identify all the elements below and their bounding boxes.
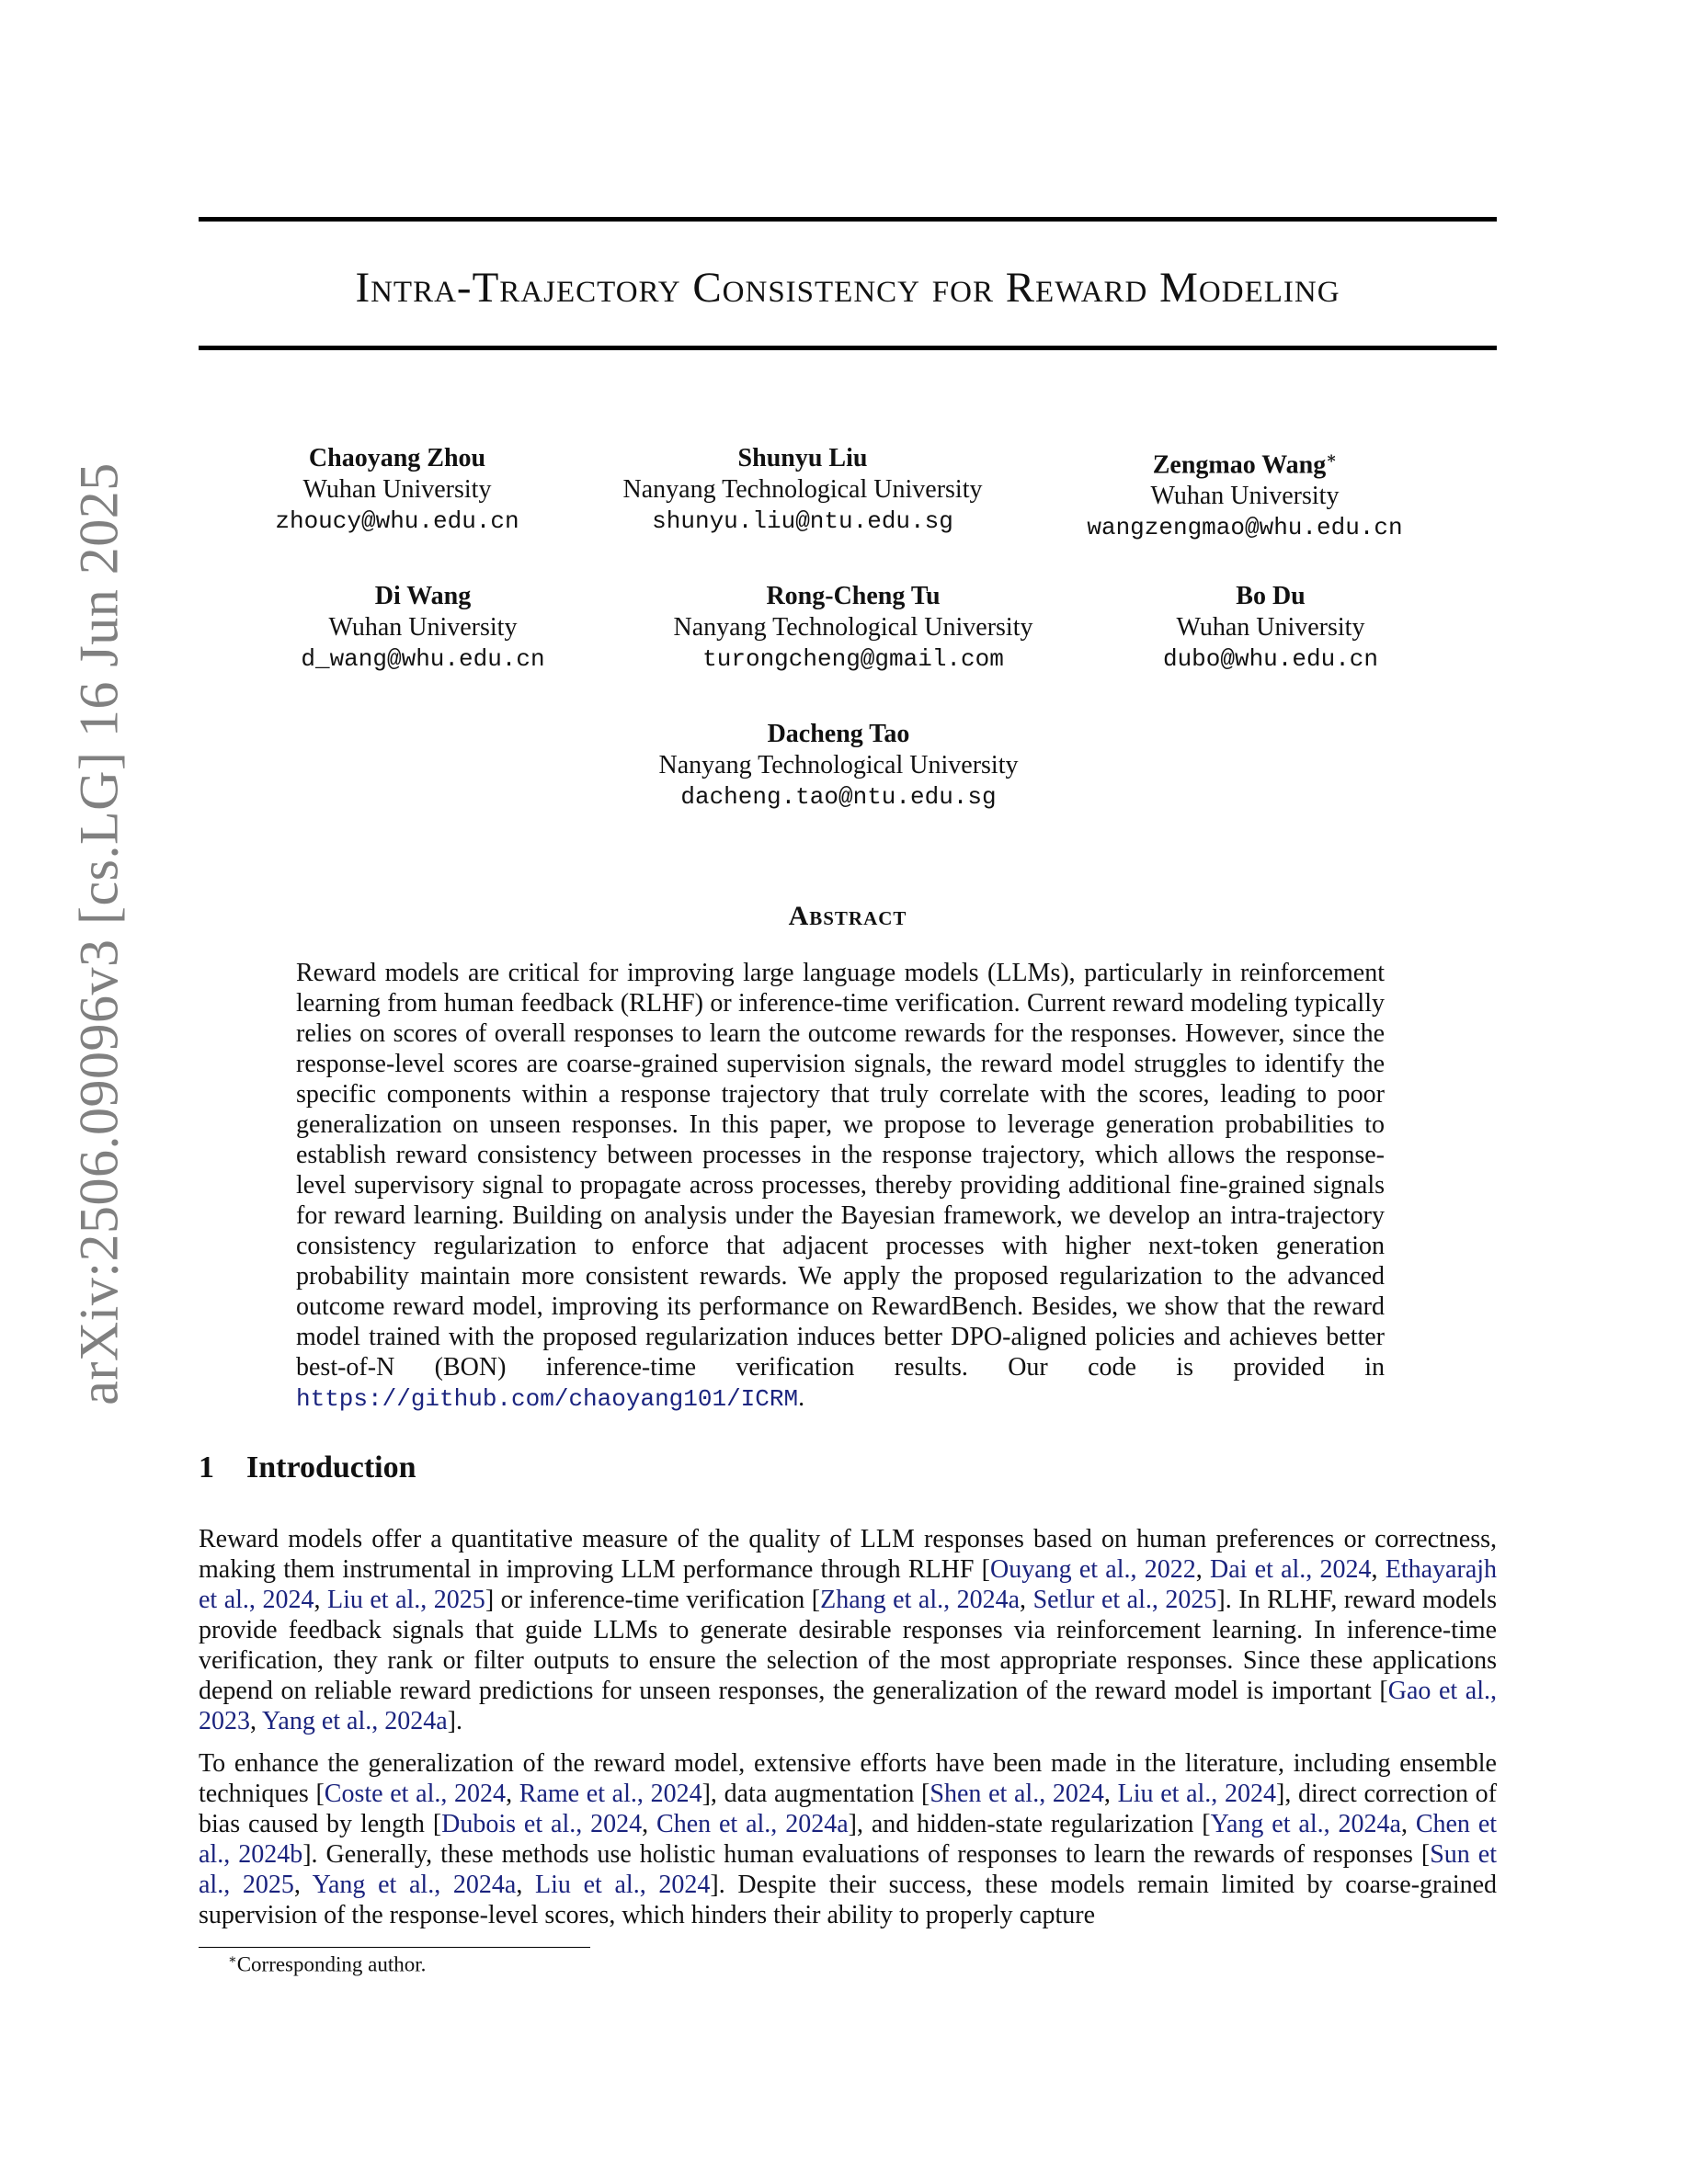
citation-link[interactable]: Dubois et al., 2024 xyxy=(441,1810,643,1838)
intro-text: ], direct correction of bias caused by length [ xyxy=(199,1780,1497,1838)
abstract-body xyxy=(296,958,1385,1415)
intro-text: ]. xyxy=(447,1707,462,1735)
citation-link[interactable]: Gao et al., 2023 xyxy=(199,1677,1497,1735)
author-block xyxy=(564,443,1042,537)
intro-paragraph-1: Reward models offer a quantitative measure of the quality of LLM responses based on human preferences or correctness, making them instrumental in improving LLM performance through RLHF [Ouyang et al., 2022, Dai et al., 2024, Ethayarajh et al., 2024, Liu et al., 2025] or inference-time verification [Zhang et al., 2024a, Setlur et al., 2025]. In RLHF, reward models provide feedback signals that guide LLMs to generate desirable responses via reinforcement learning. In inference-time verification, they rank or filter outputs to ensure the selection of the most appropriate responses. Since these applications depend on reliable reward predictions for unseen responses, the generalization of the reward model is important [Gao et al., 2023, Yang et al., 2024a]. xyxy=(199,1525,1498,1735)
author-affiliation: Nanyang Technological University xyxy=(622,475,983,504)
citation-link[interactable]: Liu et al., 2025 xyxy=(326,1586,485,1614)
author-affiliation: Wuhan University xyxy=(1150,482,1340,511)
section-heading xyxy=(199,1450,416,1485)
code-link[interactable]: https://github.com/chaoyang101/ICRM xyxy=(296,1385,799,1413)
abstract-text: Reward models are critical for improving large language models (LLMs), particularly in reinforcement learning from human feedback (RLHF) or inference-time verification. Current reward modeling typically relies on scores of overall responses to learn the outcome rewards for the responses. However, since the response-level scores are coarse-grained supervision signals, the reward model struggles to identify the specific components within a response trajectory that truly correlate with the scores, leading to poor generalization on unseen responses. In this paper, we propose to leverage generation probabilities to establish reward consistency between processes in the response trajectory, which allows the response-level supervisory signal to propagate across processes, thereby providing additional fine-grained signals for reward learning. Building on analysis under the Bayesian framework, we develop an intra-trajectory consistency regularization to enforce that adjacent processes with higher next-token generation probability maintain more consistent rewards. We apply the proposed regularization to the advanced outcome reward model, improving its performance on RewardBench. Besides, we show that the reward model trained with the proposed regularization induces better DPO-aligned policies and achieves better best-of-N (BON) inference-time verification results. Our code is provided in xyxy=(296,959,1385,1382)
intro-text: ], and hidden-state regularization [ xyxy=(848,1810,1211,1838)
author-block xyxy=(599,719,1078,813)
abstract-heading: Abstract xyxy=(788,901,907,931)
citation-link[interactable]: Yang et al., 2024a xyxy=(312,1871,517,1899)
intro-text: ] or inference-time verification [ xyxy=(485,1586,821,1614)
author-name: Dacheng Tao xyxy=(767,720,910,748)
author-name: Bo Du xyxy=(1236,582,1306,610)
author-block xyxy=(1006,443,1484,543)
footnote-mark: ∗ xyxy=(228,1952,237,1967)
footnote-rule xyxy=(199,1947,590,1948)
citation-link[interactable]: Dai et al., 2024 xyxy=(1209,1555,1372,1584)
abstract-end: . xyxy=(798,1383,805,1412)
author-affiliation: Wuhan University xyxy=(328,613,518,642)
footnote-text: Corresponding author. xyxy=(236,1952,427,1976)
author-email[interactable]: shunyu.liu@ntu.edu.sg xyxy=(652,507,953,535)
citation-link[interactable]: Sun et al., 2025 xyxy=(199,1840,1497,1899)
author-block xyxy=(184,581,662,675)
citation-link[interactable]: Setlur et al., 2025 xyxy=(1032,1586,1217,1614)
citation-link[interactable]: Zhang et al., 2024a xyxy=(820,1586,1021,1614)
corresponding-author-mark: ∗ xyxy=(1326,449,1338,467)
section-number: 1 xyxy=(199,1450,214,1484)
intro-text: ]. Despite their success, these models remain limited by coarse-grained supervision of the response-level scores, which hinders their ability to properly capture xyxy=(199,1871,1498,1929)
author-email[interactable]: wangzengmao@whu.edu.cn xyxy=(1087,514,1403,542)
intro-text: ]. Generally, these methods use holistic human evaluations of responses to learn the rewards of responses [ xyxy=(302,1840,1431,1869)
citation-link[interactable]: Coste et al., 2024 xyxy=(324,1780,507,1808)
footnote xyxy=(228,1952,426,1977)
citation-link[interactable]: Shen et al., 2024 xyxy=(930,1780,1104,1808)
intro-text: To enhance the generalization of the reward model, extensive efforts have been made in the literature, including ensemble techniques [ xyxy=(199,1749,1497,1808)
paper-title: Intra-Trajectory Consistency for Reward Modeling xyxy=(355,264,1340,312)
citation-link[interactable]: Chen et al., 2024a xyxy=(656,1810,849,1838)
author-email[interactable]: dacheng.tao@ntu.edu.sg xyxy=(680,783,997,811)
author-name: Rong-Cheng Tu xyxy=(766,582,941,610)
intro-text: Reward models offer a quantitative measure of the quality of LLM responses based on human preferences or correctness, making them instrumental in improving LLM performance through RLHF [ xyxy=(199,1525,1497,1584)
author-block xyxy=(1032,581,1510,675)
citation-link[interactable]: Ethayarajh et al., 2024 xyxy=(199,1555,1498,1614)
author-affiliation: Wuhan University xyxy=(1176,613,1365,642)
citation-link[interactable]: Rame et al., 2024 xyxy=(519,1780,702,1808)
author-affiliation: Nanyang Technological University xyxy=(658,751,1019,779)
title-top-rule xyxy=(199,217,1497,222)
intro-paragraph-2: To enhance the generalization of the reward model, extensive efforts have been made in the literature, including ensemble techniques [Coste et al., 2024, Rame et al., 2024], data augmentation [Shen et al., 2024, Liu et al., 2024], direct correction of bias caused by length [Dubois et al., 2024, Chen et al., 2024a], and hidden-state regularization [Yang et al., 2024a, Chen et al., 2024b]. Generally, these methods use holistic human evaluations of responses to learn the rewards of responses [Sun et al., 2025, Yang et al., 2024a, Liu et al., 2024]. Despite their success, these models remain limited by coarse-grained supervision of the response-level scores, which hinders their ability to properly capture xyxy=(199,1749,1498,1929)
intro-text: ]. In RLHF, reward models provide feedback signals that guide LLMs to generate desirable responses via reinforcement learning. In inference-time verification, they rank or filter outputs to ensure the selection of the most appropriate responses. Since these applications depend on reliable reward predictions for unseen responses, the generalization of the reward model is important [ xyxy=(199,1586,1498,1705)
arxiv-identifier: arXiv:2506.09096v3 [cs.LG] 16 Jun 2025 xyxy=(68,462,130,1405)
author-email[interactable]: dubo@whu.edu.cn xyxy=(1162,645,1379,673)
citation-link[interactable]: Chen et al., 2024b xyxy=(199,1810,1498,1869)
author-block xyxy=(614,581,1092,675)
citation-link[interactable]: Yang et al., 2024a xyxy=(1210,1810,1401,1838)
author-email[interactable]: d_wang@whu.edu.cn xyxy=(301,645,545,673)
author-email[interactable]: zhoucy@whu.edu.cn xyxy=(275,507,519,535)
author-affiliation: Wuhan University xyxy=(302,475,492,504)
citation-link[interactable]: Ouyang et al., 2022 xyxy=(990,1555,1196,1584)
citation-link[interactable]: Liu et al., 2024 xyxy=(1117,1780,1277,1808)
intro-text: ], data augmentation [ xyxy=(701,1780,930,1808)
citation-link[interactable]: Yang et al., 2024a xyxy=(261,1707,448,1735)
citation-link[interactable]: Liu et al., 2024 xyxy=(535,1871,711,1899)
section-title: Introduction xyxy=(246,1450,416,1484)
author-name: Zengmao Wang xyxy=(1152,450,1327,480)
author-name: Di Wang xyxy=(374,582,472,610)
author-affiliation: Nanyang Technological University xyxy=(673,613,1033,642)
author-name: Chaoyang Zhou xyxy=(308,444,486,472)
title-bottom-rule xyxy=(199,346,1497,350)
author-email[interactable]: turongcheng@gmail.com xyxy=(702,645,1004,673)
author-name: Shunyu Liu xyxy=(737,444,868,472)
